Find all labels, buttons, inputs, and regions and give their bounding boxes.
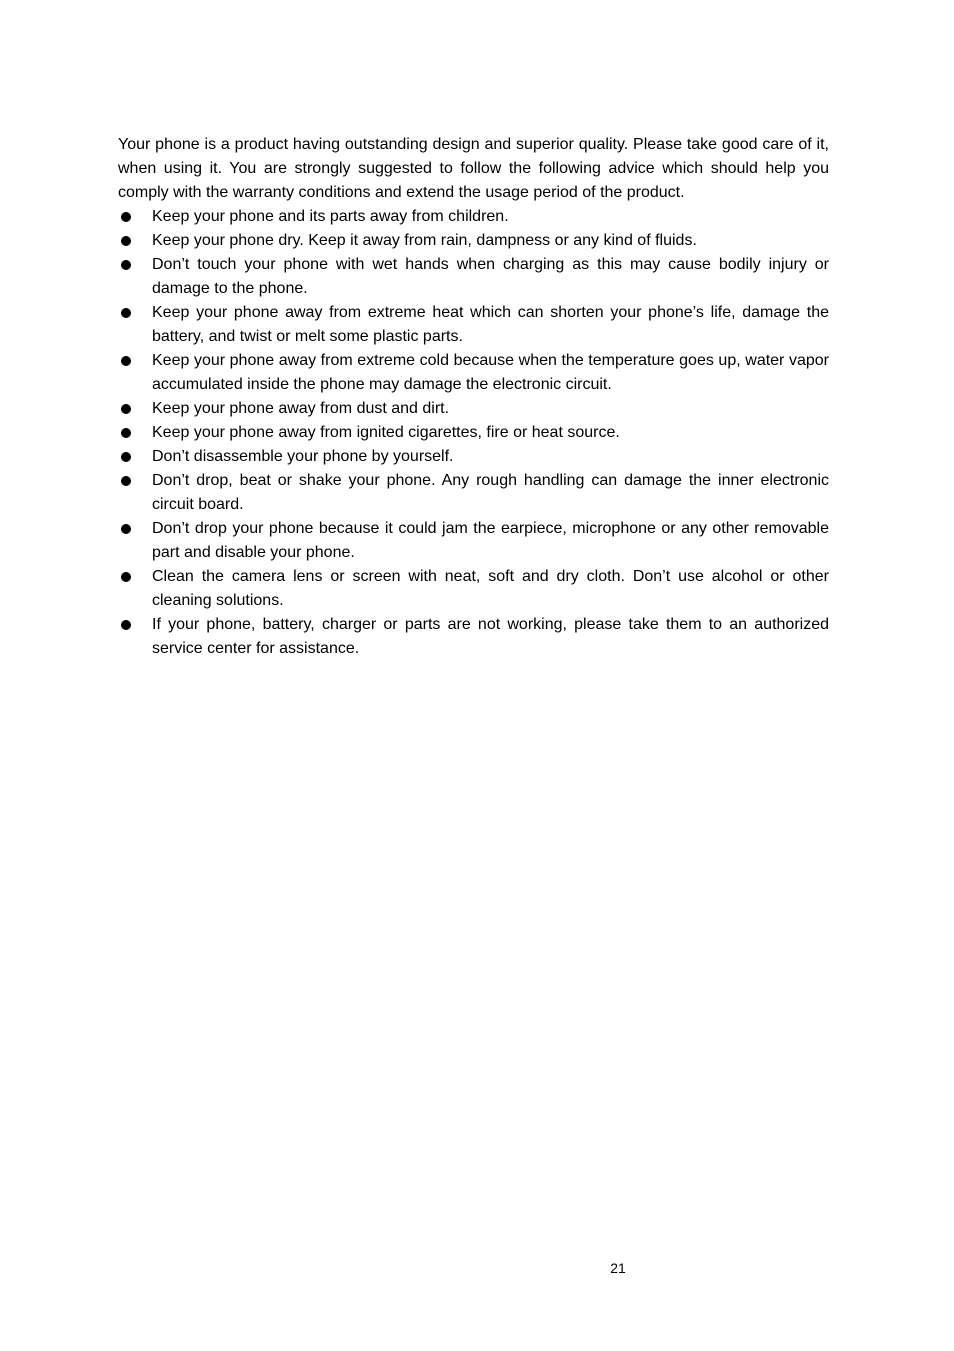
bullet-icon <box>121 260 131 270</box>
list-item-text: If your phone, battery, charger or parts are not working, please take them to an authorized service center for assistance. <box>152 616 829 657</box>
list-item-text: Keep your phone and its parts away from children. <box>152 208 509 225</box>
intro-paragraph: Your phone is a product having outstanding design and superior quality. Please take good care of it, when using it. You are strongly suggested to follow the following advice which should help you comply with the warranty conditions and extend the usage period of the product. <box>118 136 829 201</box>
list-item-text: Don’t disassemble your phone by yourself. <box>152 448 454 465</box>
page-number: 21 <box>610 1260 626 1276</box>
bullet-icon <box>121 620 131 630</box>
list-item <box>118 205 829 229</box>
list-item-text: Don’t touch your phone with wet hands when charging as this may cause bodily injury or damage to the phone. <box>152 256 829 297</box>
list-item <box>118 349 829 397</box>
list-item-text: Clean the camera lens or screen with neat, soft and dry cloth. Don’t use alcohol or other cleaning solutions. <box>152 568 829 609</box>
list-item <box>118 253 829 301</box>
list-item <box>118 613 829 661</box>
bullet-icon <box>121 356 131 366</box>
list-item-text: Don’t drop your phone because it could jam the earpiece, microphone or any other removable part and disable your phone. <box>152 520 829 561</box>
bullet-icon <box>121 236 131 246</box>
bullet-icon <box>121 404 131 414</box>
bullet-icon <box>121 572 131 582</box>
list-item-text: Keep your phone away from ignited cigarettes, fire or heat source. <box>152 424 620 441</box>
bullet-icon <box>121 428 131 438</box>
list-item-text: Keep your phone dry. Keep it away from rain, dampness or any kind of fluids. <box>152 232 697 249</box>
list-item <box>118 517 829 565</box>
bullet-icon <box>121 476 131 486</box>
list-item <box>118 229 829 253</box>
list-item <box>118 421 829 445</box>
bullet-icon <box>121 212 131 222</box>
list-item <box>118 445 829 469</box>
list-item-text: Keep your phone away from dust and dirt. <box>152 400 450 417</box>
list-item <box>118 301 829 349</box>
list-item <box>118 469 829 517</box>
list-item-text: Don’t drop, beat or shake your phone. Any rough handling can damage the inner electronic circuit board. <box>152 472 829 513</box>
bullet-icon <box>121 452 131 462</box>
list-item-text: Keep your phone away from extreme heat which can shorten your phone’s life, damage the battery, and twist or melt some plastic parts. <box>152 304 829 345</box>
bullet-icon <box>121 308 131 318</box>
bullet-icon <box>121 524 131 534</box>
page-content <box>118 133 829 661</box>
list-item <box>118 565 829 613</box>
care-advice-list <box>118 205 829 661</box>
list-item <box>118 397 829 421</box>
list-item-text: Keep your phone away from extreme cold because when the temperature goes up, water vapor accumulated inside the phone may damage the electronic circuit. <box>152 352 829 393</box>
